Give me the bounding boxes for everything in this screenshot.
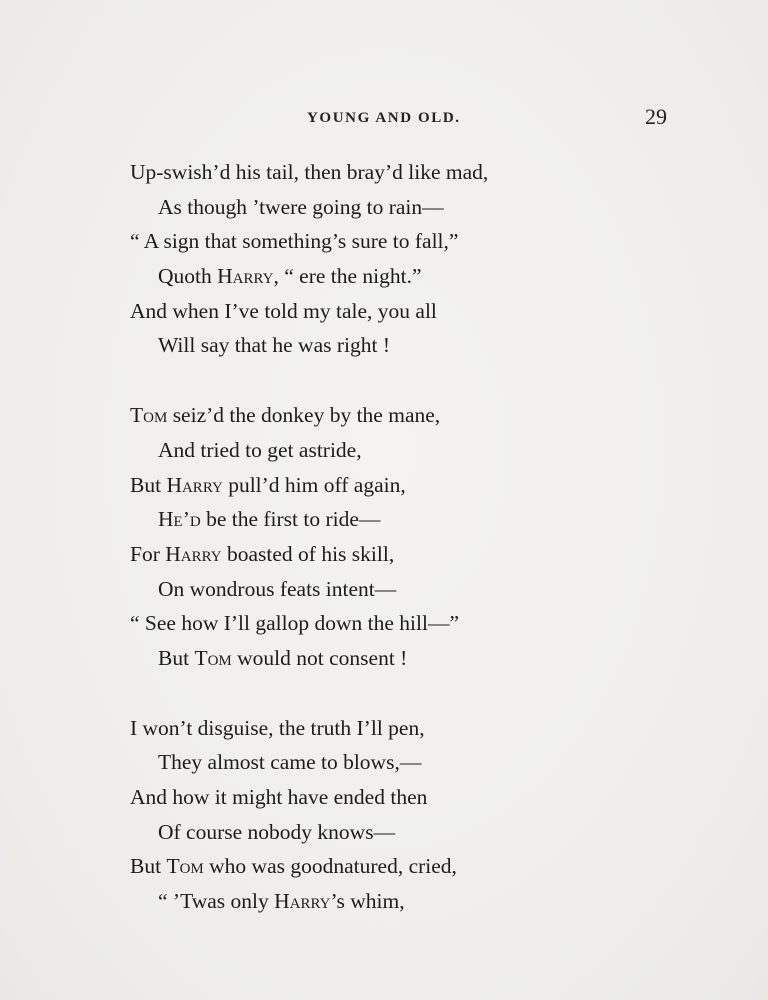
poem-line: On wondrous feats intent—	[158, 576, 397, 601]
poem-line: Up-swish’d his tail, then bray’d like mad,	[130, 160, 489, 184]
poem-line: And tried to get astride,	[158, 437, 362, 462]
poem-line: And when I’ve told my tale, you all	[130, 298, 437, 323]
poem-line: For Harry boasted of his skill,	[130, 541, 395, 566]
page-number: 29	[645, 104, 667, 129]
poem-line: Of course nobody knows—	[158, 819, 396, 844]
poem-line: I won’t disguise, the truth I’ll pen,	[130, 715, 425, 740]
stanza-2	[130, 398, 690, 676]
poem-body	[130, 155, 690, 919]
poem-line: As though ’twere going to rain—	[158, 194, 444, 219]
poem-line: He’d be the first to ride—	[158, 507, 381, 532]
poem-line: “ A sign that something’s sure to fall,”	[130, 229, 459, 254]
poem-line: Tom seiz’d the donkey by the mane,	[130, 403, 441, 428]
poem-line: “ ’Twas only Harry’s whim,	[158, 889, 405, 914]
poem-line: But Tom would not consent !	[158, 645, 408, 670]
poem-line: Quoth Harry, “ ere the night.”	[158, 264, 422, 289]
page-header	[0, 104, 768, 134]
poem-line: But Tom who was goodnatured, cried,	[130, 854, 457, 879]
running-head: YOUNG AND OLD.	[307, 110, 461, 126]
poem-line: Will say that he was right !	[158, 333, 390, 358]
stanza-3	[130, 711, 690, 919]
poem-line: But Harry pull’d him off again,	[130, 472, 406, 497]
poem-line: And how it might have ended then	[130, 785, 428, 809]
poem-line: They almost came to blows,—	[158, 750, 422, 775]
poem-line: “ See how I’ll gallop down the hill—”	[130, 611, 459, 636]
stanza-1	[130, 155, 690, 363]
